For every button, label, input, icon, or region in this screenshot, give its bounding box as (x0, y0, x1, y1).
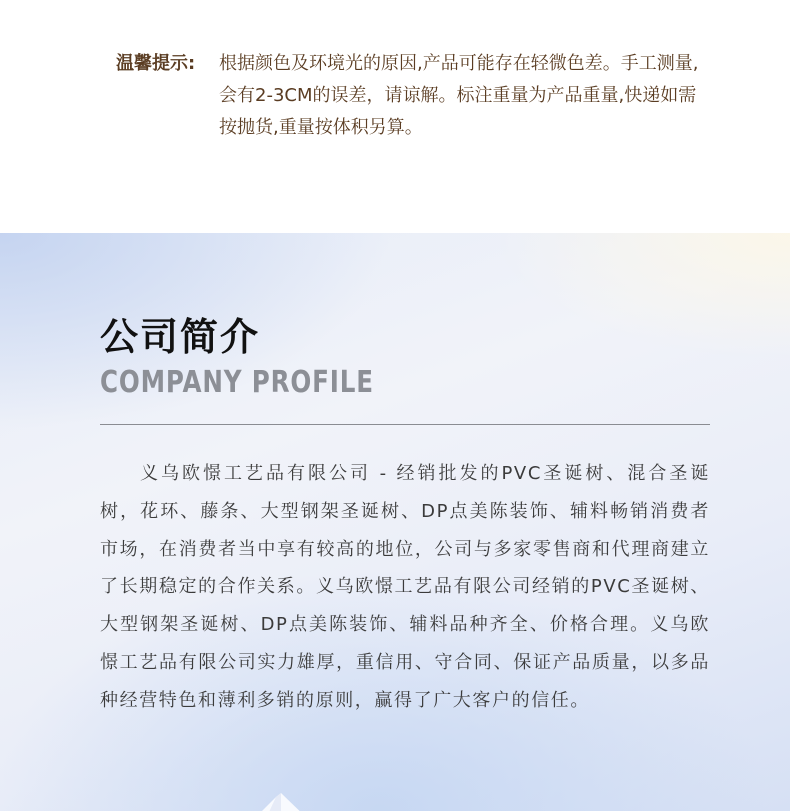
notice-section (0, 0, 790, 233)
notice-text: 根据颜色及环境光的原因,产品可能存在轻微色差。手工测量,会有2-3CM的误差，请谅解。标注重量为产品重量,快递如需按抛货,重量按体积另算。 (219, 53, 699, 138)
profile-title: 公司简介 (100, 315, 261, 359)
profile-text: 义乌欧憬工艺品有限公司 - 经销批发的PVC圣诞树、混合圣诞树，花环、藤条、大型钢架圣诞树、DP点美陈装饰、辅料畅销消费者市场，在消费者当中享有较高的地位，公司与多家零售商和代理商建立了长期稳定的合作关系。义乌欧憬工艺品有限公司经销的PVC圣诞树、大型钢架圣诞树、DP点美陈装饰、辅料品种齐全、价格合理。义乌欧憬工艺品有限公司实力雄厚，重信用、守合同、保证产品质量，以多品种经营特色和薄利多销的原则，赢得了广大客户的信任。 (100, 463, 710, 711)
divider (100, 424, 710, 425)
notice-label: 温馨提示: (116, 53, 196, 74)
company-profile-section (0, 233, 790, 811)
decorative-shape (250, 793, 312, 811)
profile-subtitle: COMPANY PROFILE (100, 365, 374, 400)
